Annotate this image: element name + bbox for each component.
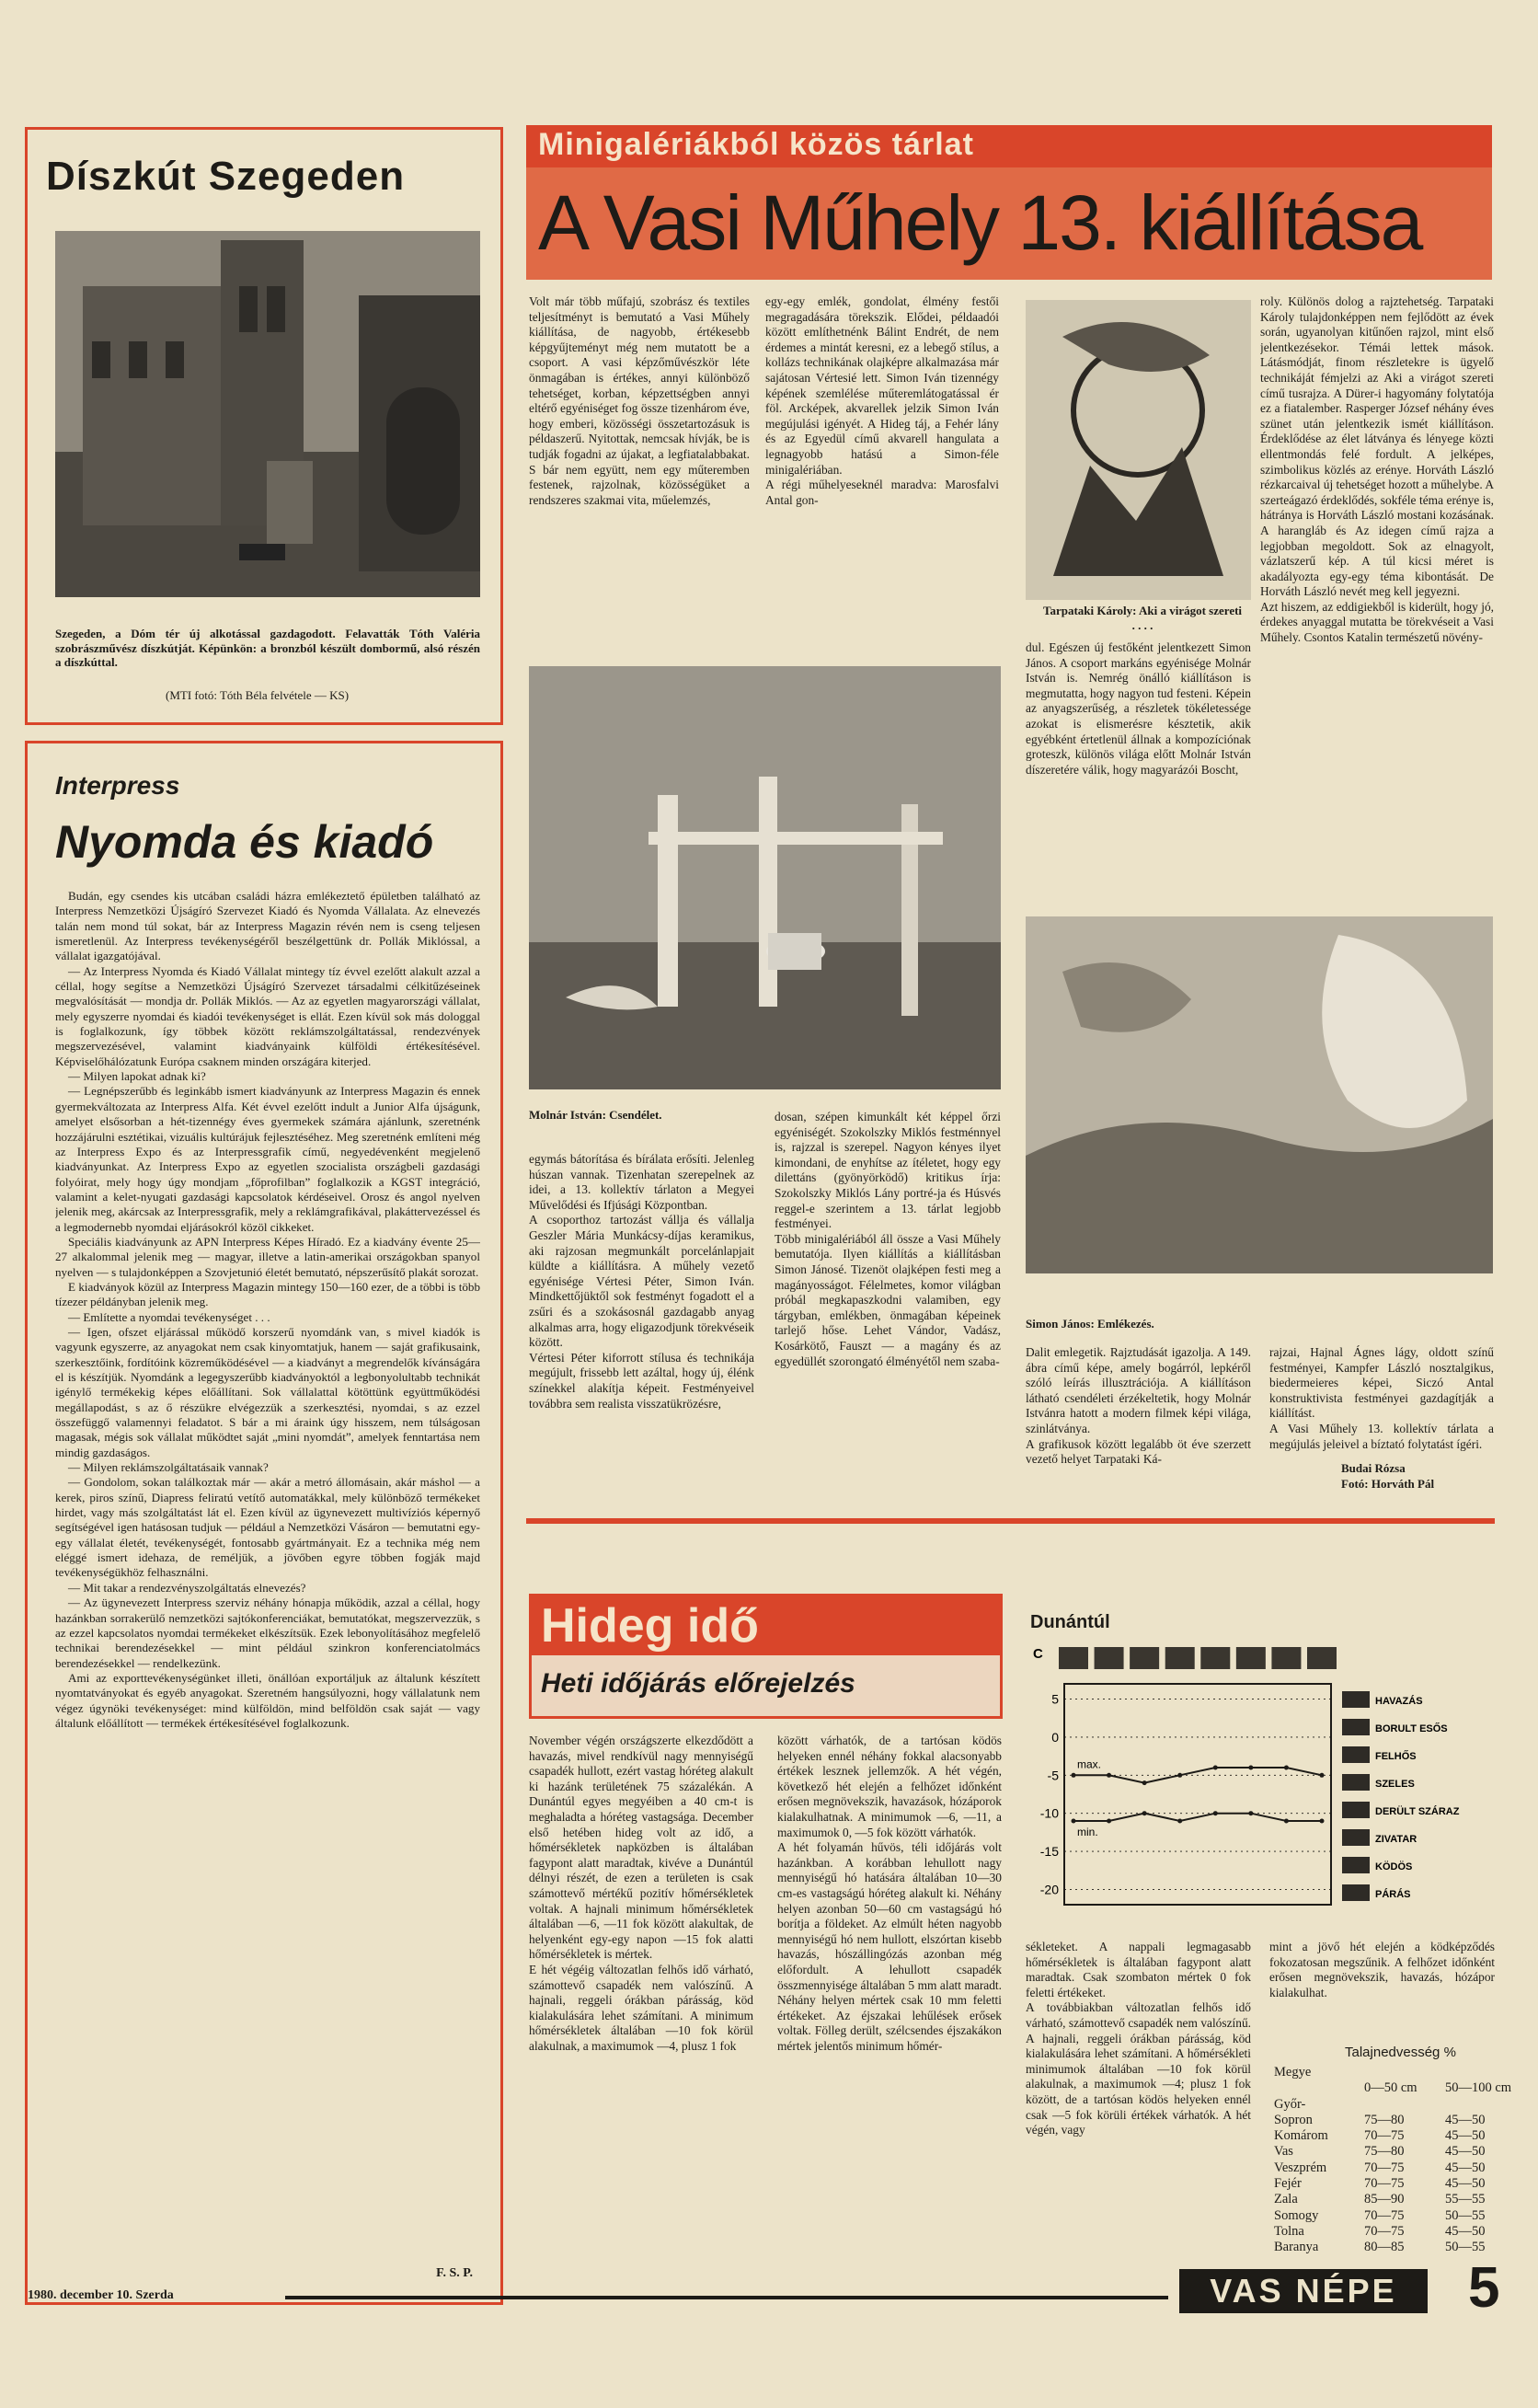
weather-legend-label: BORULT ESŐS [1375,1723,1448,1734]
simon-caption: Simon János: Emlékezés. [1026,1317,1154,1331]
snow-table-cell: 45—50 [1445,2144,1486,2160]
interpress-paragraph: — Milyen lapokat adnak ki? [68,1069,206,1084]
snow-table-cell: 50—55 [1445,2240,1486,2255]
hideg-subtitle: Heti időjárás előrejelzés [541,1668,855,1699]
simon-emlekezes-photo [1026,916,1493,1273]
snow-table-cell: 45—50 [1445,2112,1486,2127]
snow-table-cell: 45—50 [1445,2128,1486,2144]
hideg-col1: November végén országszerte elkezdődött a havazás, mivel rendkívül nagy mennyiségű csapadék hullott, ezért vastag hóréteg alakult ki hazánk területének 75 százalékán. A Dunántúl egyes megyéiben a 40 cm-t is meghaladta a hóréteg vastagsága. December első hetében hideg volt az idő, a hőmérsékletek napközben is általában fagypont alatt maradtak, kivéve a Dunántúl délnyi részét, de ezen a területen is csak számottevő mértékű pozitív hőmérsékletek voltak. A hajnali minimum hőmérsékletek általában —6, —11 fok között alakultak, de helyenként egy-egy napon —15 fok alatti hőmérsékletek is mértek. E hét végéig változatlan felhős idő várható, számottevő csapadék nem valószínű. A hajnali, reggeli órákban párásság, köd kialakulására lehet számítani. A minimum hőmérsékletek általában —10 fok körül alakulnak, a maximumok —4, plusz 1 fok [529,1734,753,2053]
molnar-caption: Molnár István: Csendélet. [529,1108,662,1122]
interpress-title: Nyomda és kiadó [55,816,434,868]
interpress-paragraph: Budán, egy csendes kis utcában családi házra emlékeztető épületben található az Interpress Nemzetközi Újságíró Szervezet Kiadó és Nyomda Vállalata. Az elnevezés talán nem mond túl sokat, bár az Interpress Magazin révén nem is cseng teljesen ismeretlenül. Az Interpress tevékenységéről beszélgettünk dr. Pollák Miklóssal, a vállalat igazgatójával. [55,889,480,963]
interpress-paragraph: — Mit takar a rendezvényszolgáltatás elnevezés? [68,1580,306,1595]
interpress-signature: F. S. P. [436,2266,473,2280]
snow-table-cell: 70—75 [1364,2176,1405,2192]
snow-table-cell: 70—75 [1364,2128,1405,2144]
snow-table-row [1274,2208,1526,2224]
snow-table-cell: Komárom [1274,2128,1328,2144]
snow-table-cell: Zala [1274,2192,1298,2207]
snow-table-cell: Vas [1274,2144,1293,2160]
snow-table-row [1274,2144,1526,2160]
interpress-body [55,889,480,2260]
chart-point [1248,1811,1253,1815]
chart-point [1284,1766,1289,1770]
snow-table-row [1274,2128,1526,2144]
tarpataki-drawing [1026,300,1251,600]
hideg-title: Hideg idő [541,1599,759,1653]
chart-ylabel: C [1033,1646,1043,1662]
snow-table-cell: Fejér [1274,2176,1302,2192]
interpress-paragraph: Speciális kiadványunk az APN Interpress Képes Híradó. Ez a kiadvány évente 25—27 alkalommal jelenik meg — magyar, illetve a latin-amerikai országokban spanyol nyelven — s tulajdonképpen a Szovjetunió életét bemutató, népszerűsítő plakát sorozat. [55,1234,480,1279]
snow-table-row [1274,2224,1526,2240]
vasi-kicker: Minigalériákból közös tárlat [538,127,974,162]
weather-icon [1236,1647,1266,1669]
snow-table-cell: 45—50 [1445,2176,1486,2192]
vasi-bottom4: rajzai, Hajnal Ágnes lágy, oldott színű festményei, Kampfer László nosztalgikus, biedermeieres képei, Siczó Antal konstruktivista festményei gazdagítják a kiállítást. A Vasi Műhely 13. kollektív tárlata a megújulás jeleivel a bíztató folytatást ígéri. [1269,1345,1494,1451]
diszkut-caption: Szegeden, a Dóm tér új alkotással gazdagodott. Felavatták Tóth Valéria szobrászművész díszkútját. Képünkön: a bronzból készült dombormű, alsó részén a díszkúttal. [55,627,480,669]
vasi-bottom-rule [526,1518,1495,1524]
chart-point [1248,1766,1253,1770]
weather-icon [1165,1647,1195,1669]
weather-legend-label: DERÜLT SZÁRAZ [1375,1806,1460,1817]
tarpataki-caption: Tarpataki Károly: Aki a virágot szereti . . . . [1042,604,1243,632]
snow-table-row [1274,2065,1526,2080]
snow-table-cell: 50—55 [1445,2207,1486,2223]
chart-series-label-min: min. [1077,1825,1098,1838]
snow-table-row [1274,2097,1526,2113]
snow-table-cell [1364,2065,1445,2080]
chart-point [1072,1818,1076,1823]
vasi-col4: roly. Különös dolog a rajztehetség. Tarpataki Károly tulajdonképpen nem fejlődött az évek során, ugyanolyan kitűnően rajzol, mint első jelentkezésekor. Témái lettek mások. Látásmódját, finom részletekre is ügyelő technikáját fémjelzi az Aki a virágot szereti című tusrajza. A Dürer-i hagyomány folytatója ez a fiatalember. Rasperger József néhány éves szünet után jelentkezik ismét kiállításon. Érdeklődése az élet látványa és lényege közti ellentmondás felé fordult. A jelképes, szimbolikus közlés az erénye. Horváth László rézkarcaival új tehetséget hozott a műhelybe. A szerteágazó érdeklődés, sokféle téma erénye is, hátránya is Horváth László mostani kozásának. A harangláb és Az idegen című rajza a legjobban megoldott. Sok az elnagyolt, vázlatszerű kép. A túl kicsi méret is akadályozta egy-egy téma kibontását. De Horváth László nevét meg kell jegyezni. Azt hiszem, az eddigiekből is kiderült, hogy jó, érdekes anyaggal mutatta be törekvéseit a Vasi Műhely. Csontos Katalin természetű növény- [1260,294,1494,645]
snow-table-row [1274,2160,1526,2176]
snow-table-title: Talajnedvesség % [1345,2045,1456,2060]
snow-table-cell [1445,2097,1526,2113]
snow-table-cell [1364,2097,1445,2113]
weather-legend-icon [1342,1829,1370,1846]
chart-title: Dunántúl [1030,1612,1110,1632]
chart-point [1142,1780,1147,1785]
snow-table-cell: 55—55 [1445,2192,1486,2207]
weather-legend-icon [1342,1774,1370,1791]
molnar-csendelet-art [529,666,1001,1089]
snow-table-header-cell: 0—50 cm [1364,2080,1417,2096]
snow-table-header [1274,2080,1526,2096]
interpress-paragraph: — Az Interpress Nyomda és Kiadó Vállalat mintegy tíz évvel ezelőtt alakult azzal a céllal, hogy segítse a Nemzetközi Újságíró Szervezet társadalmi célkitűzéseinek megvalósítását — mondja dr. Pollák Miklós. — Az az egyetlen magyarországi vállalat, mely egyszerre nyomdai és kiadói tevékenységet is ellát. Ezen kívül sok más dologgal is foglalkozunk, így többek között reklámszolgáltatással, rendezvények megszervezésével, valamint kiadványaink külföldi értékesítésével. Képviselőhálózatunk Európa csaknem minden országára kiterjed. [55,963,480,1068]
snow-table-cell: Megye [1274,2065,1312,2080]
chart-point [1107,1773,1111,1778]
weather-legend-icon [1342,1746,1370,1763]
chart-point [1177,1818,1182,1823]
diszkut-box [25,127,503,725]
chart-point [1177,1773,1182,1778]
snow-table-row [1274,2113,1526,2128]
vasi-title: A Vasi Műhely 13. kiállítása [538,179,1422,266]
interpress-box [25,741,503,2305]
footer-page-number: 5 [1468,2256,1500,2320]
weather-legend-label: HAVAZÁS [1375,1696,1423,1707]
snow-table-cell: 85—90 [1364,2192,1405,2207]
chart-ytick-label: -15 [1039,1844,1059,1860]
hideg-col3: sékleteket. A nappali legmagasabb hőmérsékletek is általában fagypont alatt maradtak. Csak szombaton mértek 0 fok feletti értékeket. A továbbiakban változatlan felhős idő várható, számottevő csapadék nem valószínű. A hajnali, reggeli órákban párásság, köd kialakulására lehet számítani. A hőmérsékleti minimumok általában —10 fok körül alakulnak, a maximumok —4; plusz 1 fok között, de a tartósan ködös helyeken ennél csak —5 fok körüli értékek várhatók. A hét végén, vagy [1026,1940,1251,2137]
interpress-paragraph: — Említette a nyomdai tevékenységet . . . [68,1309,270,1324]
tarpataki-drawing-art [1026,300,1251,600]
weather-legend-icon [1342,1884,1370,1901]
chart-ytick-label: 0 [1051,1729,1059,1745]
hideg-col4: mint a jövő hét elején a ködképződés fokozatosan megszűnik. A felhőzet időnként erősen megnövekszik, havazás, hózápor kialakulhat. [1269,1940,1495,1999]
weather-chart [1026,1612,1495,1925]
weather-icon [1307,1647,1337,1669]
chart-point [1320,1818,1325,1823]
snow-table-row [1274,2176,1526,2192]
snow-table-cell: Tolna [1274,2223,1304,2239]
snow-table-cell: 45—50 [1445,2160,1486,2175]
interpress-paragraph: — Milyen reklámszolgáltatásaik vannak? [68,1460,269,1475]
simon-emlekezes-art [1026,916,1493,1273]
chart-ytick-label: -20 [1039,1882,1059,1897]
weather-icon [1095,1647,1124,1669]
weather-icon [1130,1647,1159,1669]
interpress-paragraph: — Legnépszerűbb és leginkább ismert kiadványunk az Interpress Magazin és ennek gyermekváltozata az Interpress Alfa. Két évvel ezelőtt indult a Junior Alfa újságunk, amelyet elsősorban a hét-tizennégy éves gyermekek számára ajánlunk, szeretnénk hozzájárulni esztétikai, vizuális kultúrájuk fejlesztéséhez. Meg szeretnénk említeni még az Interpress Expo és az Interpressgrafik című, negyedévenként megjelenő kiadványunkat. Az Interpress Expo az egyetlen szocialista országbeli gazdasági folyóirat, mely hogy úgy mondjam „főprofilban” foglalkozik a KGST integráció, valamint a kelet-nyugati gazdasági kapcsolatok kérdéseivel. Orosz és angol nyelven jelenik meg, akárcsak az Interpressgrafik, mely a reklámgrafikával, plakáttervezéssel és a legmodernebb nyomdai eljárásokról közöl cikkeket. [55,1084,480,1234]
snow-table-row [1274,2192,1526,2207]
chart-series-label-max: max. [1077,1757,1102,1771]
snow-table-header-cell: 50—100 cm [1445,2080,1512,2096]
snow-table-header-cell [1274,2080,1364,2096]
snow-table-cell: Győr- [1274,2096,1306,2112]
chart-point [1284,1818,1289,1823]
weather-chart-svg [1026,1638,1495,1925]
hideg-title-box [529,1594,1003,1719]
weather-legend-icon [1342,1691,1370,1708]
interpress-paragraph: E kiadványok közül az Interpress Magazin mintegy 150—160 ezer, de a többi is több tízezer példányban jelenik meg. [55,1279,480,1309]
weather-icon [1200,1647,1230,1669]
weather-legend-label: SZELES [1375,1779,1415,1790]
chart-point [1213,1811,1218,1815]
snow-table [1274,2065,1526,2256]
weather-legend-icon [1342,1719,1370,1735]
snow-table-cell: 80—85 [1364,2240,1405,2255]
snow-table-cell: 75—80 [1364,2112,1405,2127]
vasi-photo-credit: Fotó: Horváth Pál [1341,1477,1435,1491]
vasi-bottom3: Dalit emlegetik. Rajztudását igazolja. A 149. ábra című képe, amely bogárról, lepkéről szóló leírás illusztrációja. A kiállításon látható csendéleti érzékeltetik, hogy Molnár Istvánra hatott a modern filmek képi világa, szinlátványa. A grafikusok között legalább öt éve szerzett vezető helyet Tarpataki Ká- [1026,1345,1251,1467]
diszkut-credit: (MTI fotó: Tóth Béla felvétele — KS) [166,688,350,702]
interpress-paragraph: Ami az exporttevékenységünket illeti, önállóan exportáljuk az általunk készített nyomtatványokat és egyéb anyagokat. Szeretném hangsúlyozni, hogy vállalatunk nem végez úgynöki tevékenységet: mind külföldön, mind belföldön csak saját — vagy általunk előállított — termékek értékesítésével foglalkozunk. [55,1670,480,1730]
snow-table-cell: 70—75 [1364,2207,1405,2223]
snow-table-cell: Sopron [1274,2112,1313,2127]
chart-frame [1064,1684,1331,1905]
weather-legend-icon [1342,1857,1370,1873]
footer-date: 1980. december 10. Szerda [28,2288,174,2302]
snow-table-cell: Somogy [1274,2207,1319,2223]
footer-rule [285,2296,1168,2299]
chart-point [1320,1773,1325,1778]
szeged-dom-photo-art [55,231,480,597]
weather-icon [1059,1647,1088,1669]
chart-ytick-label: -5 [1047,1768,1059,1783]
diszkut-title: Díszkút Szegeden [46,154,406,199]
vasi-author: Budai Rózsa [1341,1461,1406,1475]
vasi-col3b: dul. Egészen új festőként jelentkezett Simon János. A csoport markáns egyénisége Molnár István is. Nemrég önálló kiállításon is megmutatta, hogy nagyon tud festeni. Képein az anyagszerűség, a részletek tökéletessége azokat is elismerésre késztetik, akik egyébként értetlenül állnak a kompozíciónak groteszk, különös világa előtt Molnár István díszeretére válik, hogy magyarázói Boscht, [1026,640,1251,777]
footer-paper-name: VAS NÉPE [1179,2269,1428,2313]
weather-legend-label: FELHŐS [1375,1751,1417,1762]
snow-table-cell: Veszprém [1274,2160,1327,2175]
snow-table-cell: Baranya [1274,2240,1319,2255]
molnar-csendelet-photo [529,666,1001,1089]
weather-legend-label: KÖDÖS [1375,1861,1413,1872]
snow-table-row [1274,2240,1526,2255]
weather-icon [1271,1647,1301,1669]
snow-table-cell [1445,2065,1526,2080]
interpress-kicker: Interpress [55,771,180,800]
chart-ytick-label: -10 [1039,1805,1059,1821]
chart-point [1142,1811,1147,1815]
weather-legend-label: ZIVATAR [1375,1834,1417,1845]
snow-table-cell: 70—75 [1364,2223,1405,2239]
vasi-col2: egy-egy emlék, gondolat, élmény festői megragadására törekszik. Elődei, példaadói között említhetnénk Bálint Endrét, de nem érdemes a mintát keresni, ez a lebegő stílus, a kollázs technikának olajképre alkalmazása már sajátosan Vértesié lett. Simon Iván tizennégy képének szemlélése műteremlátogatással ér föl. Arcképek, akvarellek jelzik Simon Iván megújulási igényét. A Hideg táj, a Fehér lány és az Egyedül című akvarell hangulata a legnagyobb hatású a Simon-féle minigalériában. A régi műhelyeseknél maradva: Marosfalvi Antal gon- [765,294,999,507]
chart-ytick-label: 5 [1051,1691,1059,1707]
vasi-bottom2: dosan, szépen kimunkált két képpel őrzi egyéniségét. Szokolszky Miklós festménnyel is, rajzzal is szerepel. Nagyon kényes ilyet kimondani, de enyhítse az ítéletet, hogy egy dilettáns (gyönyörködő) kritikus írja: Szokolszky Miklós Lány portré-ja és Húsvés reggel-e szerintem a 13. tárlat legjobb festményei. Több minigalériából áll össze a Vasi Műhely bemutatója. Ilyen kiállítás a kiállításban Simon Jánosé. Tizenöt olajképen festi meg a magányosságot. Félelmetes, komor világban próbál megkapaszkodni valamiben, egy tárgyban, emlékben, önmagában képeinek tarlejő hőse. Lehet Vándor, Vadász, Kosárkötő, Fauszt — a magány és az egyedüllét szorongató élményétől nem szaba- [775,1110,1001,1368]
weather-legend-label: PÁRÁS [1375,1889,1411,1900]
snow-table-cell: 75—80 [1364,2144,1405,2160]
szeged-dom-photo [55,231,480,597]
vasi-bottom1: egymás bátorítása és bírálata erősíti. Jelenleg húszan vannak. Tizenhatan szerepelnek az idei, a 13. kollektív tárlaton a Megyei Művelődési és Ifjúsági Központban. A csoporthoz tartozást vállja és vállalja Geszler Mária Munkácsy-díjas keramikus, aki rajzosan megmunkált porcelánlapjait küldte a kiállításra. A műhely vezető egyénisége Vértesi Péter, Simon Iván. Mindkettőjüktől sok festményt fogadott el a zsűri és a szokásosnál gazdagabb anyag alkalmas arra, hogy eligazodjunk törekvéseik között. Vértesi Péter kiforrott stílusa és technikája megújult, frissebb lett azáltal, hogy új, élénk színekkel alakítja képeit. Festményeivel továbbra sem realista visszatükrözésre, [529,1152,754,1411]
vasi-col1: Volt már több műfajú, szobrász és textiles teljesítményt is bemutató a Vasi Műhely kiállítása, de nagyobb, értékesebb képgyűjteményt még nem mutatott be a csoport. A vasi képzőművészkör léte önmagában is értékes, annyi különböző tehetséget, korban, képzettségben annyi eltérő egyéniséget fog össze tizenhárom éve, hogy emberi, közösségi összetartozásuk is példaszerű. Nyitottak, nemcsak hívják, be is tudják fogadni az újakat, a legfiatalabbakat. S bár nem együtt, nem egy műteremben festenek, rajzolnak, közösségüket a rendszeres szakmai vita, műelemzés, [529,294,750,507]
snow-table-cell: 45—50 [1445,2223,1486,2239]
snow-table-cell: 70—75 [1364,2160,1405,2175]
weather-legend-icon [1342,1802,1370,1818]
chart-point [1072,1773,1076,1778]
interpress-paragraph: — Igen, ofszet eljárással működő korszerű nyomdánk van, s mivel kiadók is vagyunk egyszerre, az anyagokat nem csak kinyomtatjuk, hanem — saját grafikusaink, szerkesztőink, fordítóink közreműködésével — a kiadványt a megrendelők kívánságára el is készítjük. Nyomdánk a legegyszerűbb kiadványoktól a legbonyolultabb technikát igénylő termékekig képes előállítani. Sok vállalattal kötöttünk együttműködési megállapodást, s az ő részükre elvégezzük a szerkesztési, nyomdai, s az ezzel összefüggő valamennyi feladatot. S bár a mi áraink úgy hisszem, nem túlságosan magasak, mégis sok vállalat működtet saját „mini nyomdát”, amelyek fenntartása nem mindig gazdaságos. [55,1324,480,1459]
chart-point [1107,1818,1111,1823]
chart-point [1213,1766,1218,1770]
hideg-col2: között várhatók, de a tartósan ködös helyeken ennél néhány fokkal alacsonyabb értékek lesznek jellemzők. A hét végén, következő hét elején a felhőzet időnként erősen megnövekszik, havazások, hózáporok kialakulhatnak. A minimumok —6, —11, a maximumok 0, —5 fok között várhatók. A hét folyamán hűvös, téli időjárás volt hazánkban. A korábban lehullott nagy mennyiségű hó hatására általában 10—30 cm-es vastagságú hóréteg alakult ki. Néhány helyen azonban 50—60 cm vastagságú hó borítja a földeket. Az elmúlt héten nagyobb mennyiségű hó nem hullott, elszórtan kisebb havazás, hószállingózás azonban még előfordult. A lehullott csapadék összmennyisége általában 5 mm alatt maradt. Néhány helyen mértek csak 10 mm feletti értékeket. Az éjszakai lehűlések erősek voltak. Fölleg derült, szélcsendes éjszakákon mértek jelentős minimum hőmér- [777,1734,1002,2053]
interpress-paragraph: — Az ügynevezett Interpress szerviz néhány hónapja működik, azzal a céllal, hogy hazánkban sorrakerülő nemzetközi sajtókonferenciákat, bemutatókat, megszervezzük, s az ezzel kapcsolatos nyomdai termékeket elkészítsük. Ezek lebonyolításához megfelelő technikai berendezésekkel — mint például szinkron konferenciatolmács berendezésekkel — rendelkezünk. [55,1596,480,1670]
interpress-paragraph: — Gondolom, sokan találkoztak már — akár a metró állomásain, akár máshol — a kerek, piros színű, Diapress feliratú vetítő automatákkal, mely különböző termékeket hirdet, vagy más szolgáltatást lát el. Ezen kívül az ügynevezett multivíziós képernyő segítségével igen hatásosan tudjuk — például a Nemzetközi Vásáron — bemutatni egy-egy vállalat életét, tevékenységét, fontosabb gyártmányait. Ez a technika még nem eléggé ismert idehaza, de reméljük, a jövőben egyre többen fogják majd tevékenységükhöz felhasználni. [55,1475,480,1580]
